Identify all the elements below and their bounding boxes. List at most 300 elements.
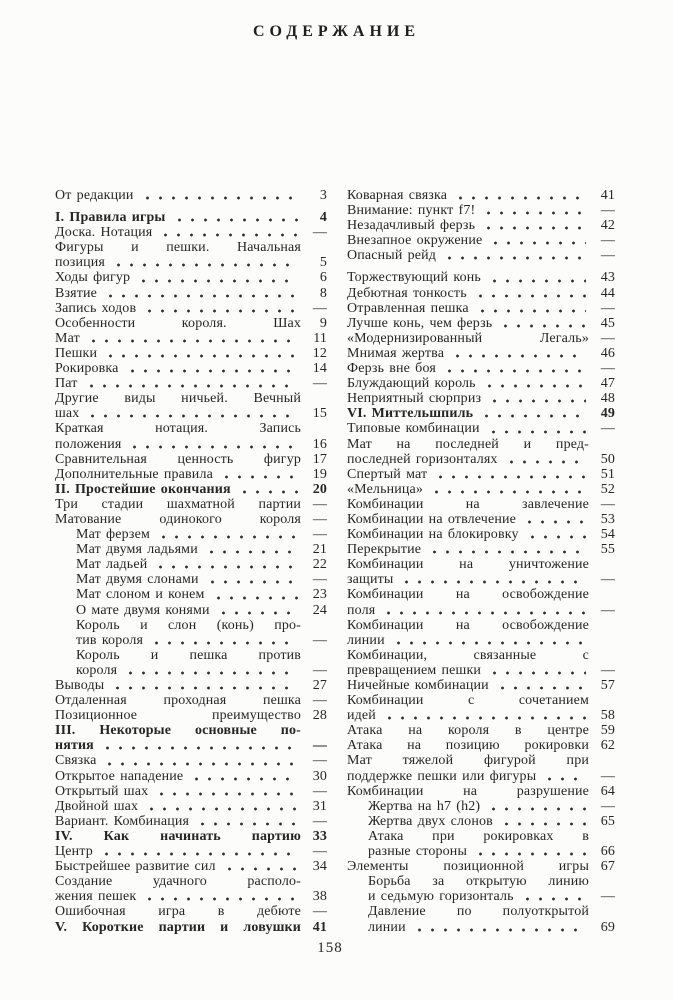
dot-leader	[486, 391, 586, 406]
toc-entry-page: —	[600, 300, 615, 316]
dot-leader	[210, 587, 298, 602]
toc-entry-title: нятия	[55, 738, 94, 754]
toc-entry-page: —	[600, 421, 615, 437]
toc-row	[347, 814, 615, 829]
toc-entry-title: Открытое нападение	[55, 768, 184, 784]
dot-leader	[148, 633, 298, 648]
dot-leader	[486, 663, 586, 678]
toc-row	[55, 678, 327, 693]
toc-entry-title: защиты	[347, 572, 394, 588]
toc-entry-title: Внезапное окружение	[347, 233, 483, 249]
toc-entry-page: 66	[600, 844, 615, 860]
toc-entry-page: 6	[319, 270, 327, 286]
dot-leader	[432, 467, 586, 482]
toc-entry-page: —	[312, 693, 327, 709]
toc-row	[347, 603, 615, 618]
dot-leader	[478, 406, 586, 421]
toc-entry-page: 34	[312, 859, 327, 875]
toc-row	[55, 437, 327, 452]
toc-entry-page: 41	[312, 919, 327, 935]
toc-entry-title: Три стадии шахматной партии	[55, 496, 301, 512]
toc-entry-title: Отравленная пешка	[347, 300, 469, 316]
toc-entry-page: —	[312, 376, 327, 392]
toc-row	[55, 482, 327, 497]
dot-leader	[411, 920, 586, 935]
dot-leader	[143, 799, 298, 814]
toc-row	[347, 844, 615, 859]
toc-entry-page: 5	[319, 255, 327, 271]
toc-entry-title: Жертва на h7 (h2)	[368, 798, 481, 814]
toc-entry-title: Открытый шах	[55, 783, 149, 799]
toc-row	[55, 542, 327, 557]
toc-row	[347, 437, 615, 452]
toc-row	[55, 920, 327, 935]
toc-entry-title: Выводы	[55, 678, 105, 693]
dot-leader	[480, 203, 586, 218]
toc-row	[347, 218, 615, 233]
toc-row	[347, 406, 615, 421]
toc-entry-title: Перекрытие	[347, 542, 422, 558]
toc-row	[55, 376, 327, 391]
toc-row	[347, 829, 615, 844]
toc-row	[347, 512, 615, 527]
toc-row	[347, 920, 615, 935]
dot-leader	[498, 814, 586, 829]
toc-entry-page: —	[312, 496, 327, 512]
toc-entry-title: Создание удачного располо-	[55, 874, 301, 890]
toc-entry-title: Дополнительные правила	[55, 466, 213, 482]
toc-entry-page: —	[600, 768, 615, 784]
toc-entry-title: Матование одинокого короля	[55, 511, 301, 527]
toc-entry-page: —	[312, 844, 327, 860]
toc-entry-page: 14	[312, 361, 327, 377]
toc-row	[347, 270, 615, 285]
toc-entry-title: Комбинации на отвлечение	[347, 511, 517, 527]
toc-row	[347, 708, 615, 723]
toc-entry-page: 22	[312, 557, 327, 573]
toc-row	[55, 708, 327, 723]
toc-entry-title: Другие виды ничьей. Вечный	[55, 391, 301, 407]
toc-row	[347, 904, 615, 919]
toc-entry-page: 43	[600, 270, 615, 286]
toc-entry-page: —	[600, 572, 615, 588]
toc-entry-title: Отдаленная проходная пешка	[55, 693, 301, 709]
toc-entry-page: 12	[312, 345, 327, 361]
toc-entry-title: Связка	[55, 753, 97, 769]
toc-entry-title: Спертый мат	[347, 466, 428, 482]
toc-entry-page: 51	[600, 466, 615, 482]
toc-row	[347, 587, 615, 602]
dot-leader	[521, 512, 586, 527]
toc-entry-page: 17	[312, 451, 327, 467]
dot-leader	[101, 753, 298, 768]
toc-entry-title: Пат	[55, 376, 78, 392]
toc-entry-title: Сравнительная ценность фигур	[55, 451, 301, 467]
dot-leader	[452, 188, 586, 203]
toc-entry-title: Коварная связка	[347, 188, 448, 203]
toc-entry-page: 50	[600, 451, 615, 467]
dot-leader	[153, 784, 298, 799]
dot-leader	[155, 527, 298, 542]
dot-leader	[102, 346, 298, 361]
dot-leader	[157, 225, 298, 240]
page-title: СОДЕРЖАНИЕ	[252, 23, 421, 40]
toc-row	[55, 889, 327, 904]
dot-leader	[441, 361, 586, 376]
toc-row	[347, 542, 615, 557]
toc-entry-title: Ферзь вне боя	[347, 361, 436, 377]
toc-entry-title: последней горизонталях	[347, 451, 498, 467]
toc-entry-title: Быстрейшее развитие сил	[55, 859, 216, 875]
toc-entry-title: Мат на последней и пред-	[347, 436, 589, 452]
toc-row	[347, 316, 615, 331]
toc-row	[55, 210, 327, 225]
toc-entry-page: 53	[600, 511, 615, 527]
toc-entry-page: 65	[600, 813, 615, 829]
toc-entry-title: Вариант. Комбинация	[55, 813, 190, 829]
dot-leader	[218, 467, 298, 482]
toc-row	[347, 678, 615, 693]
dot-leader	[524, 527, 586, 542]
toc-entry-page: 69	[600, 919, 615, 935]
toc-entry-title: линии	[368, 919, 406, 935]
toc-entry-title: Рокировка	[55, 361, 119, 377]
toc-entry-title: Особенности короля. Шах	[55, 315, 301, 331]
dot-leader	[381, 708, 586, 723]
toc-entry-title: Король и слон (конь) про-	[76, 617, 301, 633]
toc-entry-title: От редакции	[55, 188, 134, 203]
dot-leader	[486, 270, 586, 285]
toc-entry-page: —	[312, 300, 327, 316]
toc-entry-title: Торжествующий конь	[347, 270, 481, 286]
toc-entry-title: Взятие	[55, 285, 98, 301]
dot-leader	[124, 361, 299, 376]
toc-entry-title: Ошибочная игра в дебюте	[55, 904, 301, 920]
toc-entry-page: 28	[312, 708, 327, 724]
dot-leader	[98, 844, 298, 859]
toc-row	[347, 301, 615, 316]
toc-entry-title: Позиционное преимущество	[55, 708, 301, 724]
toc-entry-title: превращением пешки	[347, 662, 482, 678]
toc-entry-page: 3	[319, 188, 327, 203]
toc-row	[347, 248, 615, 263]
toc-row	[55, 225, 327, 240]
toc-entry-page: 11	[313, 330, 327, 346]
toc-entry-title: III. Некоторые основные по-	[55, 723, 301, 739]
toc-entry-title: жения пешек	[55, 889, 137, 905]
toc-row	[55, 904, 327, 919]
dot-leader	[390, 633, 586, 648]
toc-entry-page: —	[312, 632, 327, 648]
toc-entry-page: 4	[319, 210, 327, 226]
toc-entry-title: шах	[55, 406, 80, 422]
dot-leader	[102, 286, 298, 301]
toc-row	[55, 769, 327, 784]
toc-row	[55, 648, 327, 663]
toc-row	[55, 316, 327, 331]
toc-row	[347, 391, 615, 406]
toc-column-right	[347, 188, 615, 935]
toc-row	[55, 814, 327, 829]
toc-entry-title: Двойной шах	[55, 798, 139, 814]
dot-leader	[474, 301, 586, 316]
toc-entry-page: 8	[319, 285, 327, 301]
toc-entry-page: 64	[600, 783, 615, 799]
toc-row	[347, 618, 615, 633]
toc-row	[347, 467, 615, 482]
dot-leader	[494, 678, 586, 693]
toc-entry-page: 67	[600, 859, 615, 875]
dot-leader	[126, 437, 298, 452]
toc-entry-title: Доска. Нотация	[55, 225, 153, 241]
toc-row	[347, 799, 615, 814]
dot-leader	[203, 542, 298, 557]
toc-entry-page: 57	[600, 678, 615, 693]
toc-row	[55, 799, 327, 814]
dot-leader	[84, 406, 298, 421]
toc-row	[347, 361, 615, 376]
toc-entry-title: VI. Миттельшпиль	[347, 406, 474, 422]
toc-entry-title: IV. Как начинать партию	[55, 828, 301, 844]
toc-entry-title: Комбинации на уничтожение	[347, 557, 589, 573]
toc-row	[55, 587, 327, 602]
toc-entry-title: Мат	[55, 330, 80, 346]
toc-entry-title: Запись ходов	[55, 300, 137, 316]
toc-entry-page: 54	[600, 527, 615, 543]
toc-entry-title: Элементы позиционной игры	[347, 859, 589, 875]
toc-entry-title: Лучше конь, чем ферзь	[347, 315, 493, 331]
toc-entry-title: Мат слоном и конем	[76, 587, 205, 603]
toc-entry-page: —	[312, 738, 327, 754]
toc-row	[347, 633, 615, 648]
toc-entry-title: «Модернизированный Легаль»	[347, 330, 589, 346]
toc-entry-page: —	[600, 233, 615, 249]
toc-row	[55, 452, 327, 467]
toc-entry-page: —	[312, 753, 327, 769]
toc-entry-page: 52	[600, 481, 615, 497]
toc-entry-title: короля	[76, 662, 118, 678]
dot-leader	[472, 844, 586, 859]
toc-entry-title: Мат ладьей	[76, 557, 148, 573]
toc-row	[55, 346, 327, 361]
toc-row	[347, 331, 615, 346]
toc-entry-title: линии	[347, 632, 385, 648]
toc-row	[347, 663, 615, 678]
toc-row	[347, 421, 615, 436]
toc-entry-title: тив короля	[76, 632, 144, 648]
toc-entry-page: 55	[600, 542, 615, 558]
toc-row	[347, 738, 615, 753]
toc-entry-page: —	[600, 248, 615, 264]
toc-entry-title: Комбинации, связанные с	[347, 647, 589, 663]
toc-entry-page: 31	[312, 798, 327, 814]
toc-row	[55, 512, 327, 527]
toc-entry-page: 30	[312, 768, 327, 784]
toc-row	[55, 723, 327, 738]
toc-entry-title: и седьмую горизонталь	[368, 889, 514, 905]
toc-entry-page: —	[312, 527, 327, 543]
toc-row	[347, 859, 615, 874]
toc-entry-title: позиция	[55, 255, 105, 271]
toc-entry-title: Атака на позицию рокировки	[347, 738, 589, 754]
dot-leader	[221, 859, 298, 874]
dot-leader	[541, 769, 586, 784]
toc-entry-page: —	[312, 225, 327, 241]
toc-row	[55, 784, 327, 799]
toc-row	[55, 255, 327, 270]
toc-entry-page: 27	[312, 678, 327, 693]
toc-entry-page: —	[600, 361, 615, 377]
toc-entry-title: Мнимая жертва	[347, 345, 445, 361]
toc-entry-title: Пешки	[55, 345, 98, 361]
toc-entry-page: —	[600, 496, 615, 512]
toc-entry-page: —	[312, 511, 327, 527]
toc-entry-page: 49	[600, 406, 615, 422]
toc-row	[347, 203, 615, 218]
toc-columns	[55, 188, 615, 935]
toc-entry-title: Мат двумя слонами	[76, 572, 199, 588]
toc-row	[55, 557, 327, 572]
toc-entry-title: Комбинации на завлечение	[347, 496, 589, 512]
toc-row	[347, 723, 615, 738]
toc-entry-title: положения	[55, 436, 122, 452]
toc-entry-title: II. Простейшие окончания	[55, 481, 231, 497]
toc-row	[55, 270, 327, 285]
toc-entry-title: Комбинации на освобождение	[347, 587, 589, 603]
dot-leader	[481, 376, 586, 391]
toc-row	[55, 753, 327, 768]
dot-leader	[503, 452, 586, 467]
toc-row	[55, 497, 327, 512]
toc-row	[55, 633, 327, 648]
dot-leader	[428, 482, 586, 497]
toc-entry-page: 15	[312, 406, 327, 422]
toc-entry-title: Комбинации на разрушение	[347, 783, 589, 799]
dot-leader	[194, 814, 298, 829]
toc-row	[55, 527, 327, 542]
dot-leader	[109, 678, 298, 693]
toc-entry-page: 19	[312, 466, 327, 482]
toc-entry-title: разные стороны	[368, 844, 468, 860]
toc-row	[55, 829, 327, 844]
toc-entry-page: —	[600, 602, 615, 618]
dot-leader	[487, 233, 586, 248]
toc-row	[55, 421, 327, 436]
toc-entry-title: Мат ферзем	[76, 527, 150, 543]
toc-entry-title: Незадачливый ферзь	[347, 218, 476, 234]
toc-row	[347, 497, 615, 512]
toc-entry-title: Атака при рокировках в	[368, 828, 589, 844]
toc-row	[347, 346, 615, 361]
toc-entry-title: «Мельница»	[347, 481, 424, 497]
folio-page-number: 158	[317, 940, 343, 956]
toc-entry-title: Блуждающий король	[347, 376, 476, 392]
toc-entry-title: Борьба за открытую линию	[368, 874, 589, 890]
toc-column-left	[55, 188, 327, 935]
toc-entry-page: 41	[600, 188, 615, 203]
toc-entry-page: 33	[312, 828, 327, 844]
dot-leader	[171, 210, 299, 225]
toc-row	[55, 286, 327, 301]
toc-entry-page: —	[312, 783, 327, 799]
dot-leader	[380, 603, 586, 618]
toc-entry-title: I. Правила игры	[55, 210, 166, 226]
toc-row	[347, 376, 615, 391]
toc-row	[55, 406, 327, 421]
toc-entry-page: 47	[600, 376, 615, 392]
toc-entry-title: поддержке пешки или фигуры	[347, 768, 537, 784]
toc-row	[347, 769, 615, 784]
toc-row	[347, 648, 615, 663]
dot-leader	[480, 218, 586, 233]
toc-entry-page: —	[600, 330, 615, 346]
toc-entry-title: Мат тяжелой фигурой при	[347, 753, 589, 769]
toc-entry-page: 9	[319, 315, 327, 331]
toc-row	[347, 557, 615, 572]
toc-row	[347, 572, 615, 587]
toc-entry-page: 42	[600, 218, 615, 234]
toc-row	[55, 618, 327, 633]
toc-entry-title: Атака на короля в центре	[347, 723, 589, 739]
toc-entry-title: Комбинации на освобождение	[347, 617, 589, 633]
toc-entry-page: 48	[600, 391, 615, 407]
dot-leader	[519, 889, 586, 904]
toc-row	[55, 693, 327, 708]
dot-leader	[449, 346, 586, 361]
toc-entry-page: —	[600, 798, 615, 814]
dot-leader	[83, 376, 298, 391]
toc-entry-page: 62	[600, 738, 615, 754]
toc-row	[347, 753, 615, 768]
toc-entry-title: Неприятный сюрприз	[347, 391, 482, 407]
toc-entry-title: Краткая нотация. Запись	[55, 421, 301, 437]
toc-entry-title: Центр	[55, 844, 93, 860]
toc-entry-page: —	[312, 662, 327, 678]
toc-entry-title: Давление по полуоткрытой	[368, 904, 589, 920]
toc-entry-page: 21	[312, 542, 327, 558]
toc-entry-page: 46	[600, 345, 615, 361]
toc-entry-page: 59	[600, 723, 615, 739]
dot-leader	[485, 799, 586, 814]
toc-entry-title: Мат двумя ладьями	[76, 542, 198, 558]
toc-entry-page: —	[312, 572, 327, 588]
dot-leader	[398, 572, 586, 587]
dot-leader	[188, 769, 298, 784]
toc-entry-page: 58	[600, 708, 615, 724]
toc-row	[347, 784, 615, 799]
toc-row	[55, 572, 327, 587]
toc-row	[347, 482, 615, 497]
dot-leader	[215, 603, 298, 618]
dot-leader	[85, 331, 298, 346]
toc-row	[55, 361, 327, 376]
toc-row	[347, 527, 615, 542]
toc-entry-page: 16	[312, 436, 327, 452]
toc-row	[55, 859, 327, 874]
dot-leader	[204, 572, 298, 587]
toc-entry-page: 20	[312, 481, 327, 497]
toc-entry-title: Комбинации на блокировку	[347, 527, 519, 543]
dot-leader	[485, 421, 586, 436]
toc-row	[55, 603, 327, 618]
toc-entry-title: Внимание: пункт f7!	[347, 203, 476, 219]
toc-entry-page: —	[312, 904, 327, 920]
toc-entry-page: 44	[600, 285, 615, 301]
dot-leader	[141, 889, 298, 904]
dot-leader	[497, 316, 586, 331]
toc-entry-title: Фигуры и пешки. Начальная	[55, 240, 301, 256]
dot-leader	[139, 188, 298, 203]
